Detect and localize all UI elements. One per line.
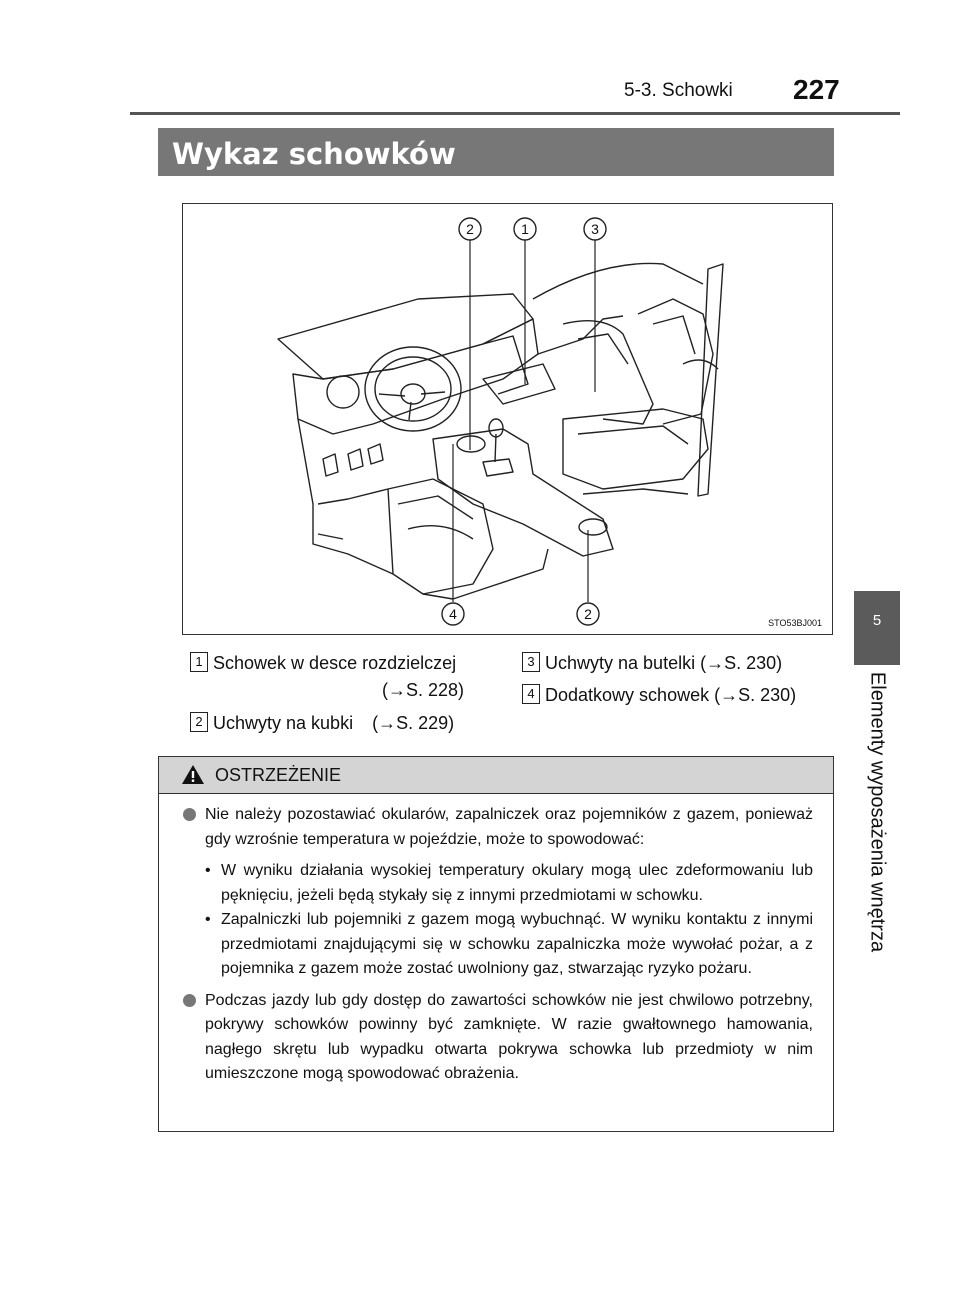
callout-number: 3 xyxy=(522,652,540,672)
chapter-tab: 5 xyxy=(854,591,900,665)
chapter-title: Elementy wyposażenia wnętrza xyxy=(866,671,889,953)
callout-number: 1 xyxy=(190,652,208,672)
car-interior-drawing xyxy=(183,204,832,634)
warning-item-text: Podczas jazdy lub gdy dostęp do zawartości schowków nie jest chwilowo potrzebny, pokrywy schowków powinny być zamknięte. W razie gwałtownego hamowania, nagłego skrętu lub wypadku otwarta pokrywa schowka lub przedmioty w nim umieszczone mogą spowodować obrażenia. xyxy=(205,991,813,1082)
callout-4 xyxy=(522,682,796,708)
warning-title: OSTRZEŻENIE xyxy=(215,765,342,785)
warning-subitem-text: W wyniku działania wysokiej temperatury okulary mogą ulec zdeformowaniu lub pęknięciu, jeżeli będą stykały się z innymi przedmiotami w schowku. xyxy=(221,862,813,904)
callout-number: 4 xyxy=(522,684,540,704)
marker-label: 3 xyxy=(591,221,599,237)
callout-text: Uchwyty na butelki xyxy=(545,653,696,673)
bullet-dot-icon xyxy=(183,808,196,821)
warning-subitem xyxy=(183,908,813,982)
marker-label: 4 xyxy=(449,606,457,622)
callout-3 xyxy=(522,650,782,676)
page-title: Wykaz schowków xyxy=(172,137,456,171)
marker-label: 2 xyxy=(466,221,474,237)
page-title-bar xyxy=(158,128,834,176)
callout-1 xyxy=(190,650,456,676)
warning-triangle-icon xyxy=(181,764,205,785)
warning-body xyxy=(183,803,813,1094)
header-rule xyxy=(130,112,900,115)
callout-text: Schowek w desce rozdzielczej xyxy=(213,653,457,673)
callout-number: 2 xyxy=(190,712,208,732)
callout-ref: (→S. 230) xyxy=(700,653,783,673)
warning-header xyxy=(159,757,833,794)
bullet-dot-icon xyxy=(183,994,196,1007)
callout-ref: (→S. 229) xyxy=(372,713,455,733)
callout-text: Dodatkowy schowek xyxy=(545,685,710,705)
callout-ref: (→S. 228) xyxy=(382,680,465,700)
warning-subitem-text: Zapalniczki lub pojemniki z gazem mogą wybuchnąć. W wyniku kontaktu z innymi przedmiotami znajdującymi się w schowku zapalniczka może wywołać pożar, a z pojemnika z gazem może zostać uwolniony gaz, stwarzając ryzyko pożaru. xyxy=(221,911,813,977)
warning-item xyxy=(183,989,813,1087)
warning-item xyxy=(183,803,813,852)
marker-label: 2 xyxy=(584,606,592,622)
callout-2 xyxy=(190,710,454,736)
callout-1-ref xyxy=(382,677,464,703)
section-header: 5-3. Schowki xyxy=(624,80,733,101)
bullet-icon: • xyxy=(205,911,211,928)
callout-text: Uchwyty na kubki xyxy=(213,713,354,733)
figure-code: STO53BJ001 xyxy=(768,618,822,628)
interior-illustration xyxy=(182,203,833,635)
page-number: 227 xyxy=(793,74,840,105)
marker-label: 1 xyxy=(521,221,529,237)
warning-box xyxy=(158,756,834,1132)
warning-subitem xyxy=(183,859,813,908)
warning-item-text: Nie należy pozostawiać okularów, zapalniczek oraz pojemników z gazem, ponieważ gdy wzrośnie temperatura w pojeździe, może to spowodować: xyxy=(205,806,813,848)
callout-ref: (→S. 230) xyxy=(714,685,797,705)
chapter-title-tab xyxy=(860,672,894,952)
bullet-icon: • xyxy=(205,862,211,879)
